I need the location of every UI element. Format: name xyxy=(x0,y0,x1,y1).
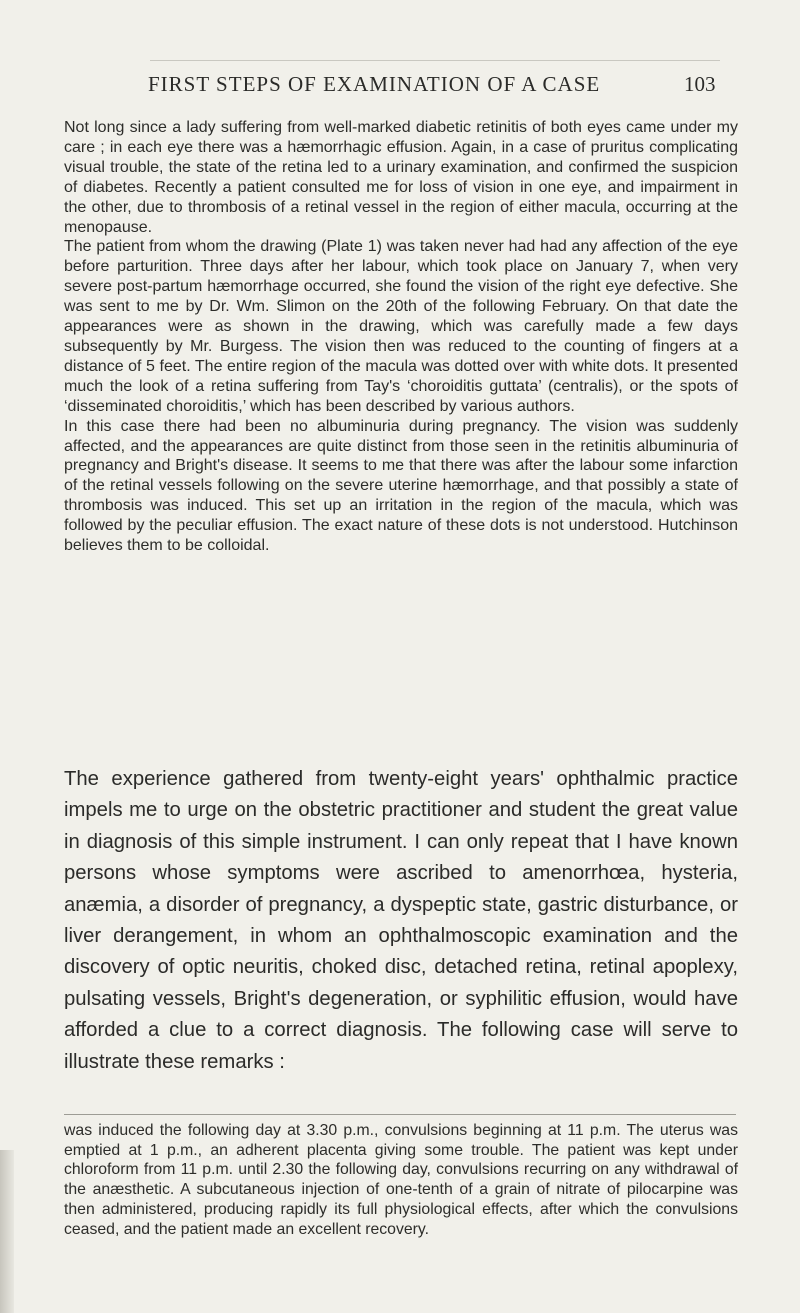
body-paragraph: The patient from whom the drawing (Plate 1) was taken never had had any affection of the eye before parturition. Three days after her labour, which took place on January 7, when very severe post-partum hæmorrhage occurred, she found the vision of the right eye defective. She was sent to me by Dr. Wm. Slimon on the 20th of the following February. On that date the appearances were as shown in the drawing, which was carefully made a few days subsequently by Mr. Burgess. The vision then was reduced to the counting of fingers at a distance of 5 feet. The entire region of the macula was dotted over with white dots. It presented much the look of a retina suffering from Tay's ‘choroiditis guttata’ (centralis), or the spots of ‘disseminated choroiditis,’ which has been described by various authors. xyxy=(64,238,738,415)
continuation-text xyxy=(64,1121,738,1239)
continuation-paragraph: was induced the following day at 3.30 p.m., convulsions beginning at 11 p.m. The uterus was emptied at 1 p.m., an adherent placenta giving some trouble. The patient was kept under chloroform from 11 p.m. until 2.30 the following day, convulsions recurring on any withdrawal of the anæsthetic. A subcutaneous injection of one-tenth of a grain of nitrate of pilocarpine was then administered, producing rapidly its full physiological effects, after which the convulsions ceased, and the patient made an excellent recovery. xyxy=(64,1122,738,1238)
section-divider xyxy=(64,1114,736,1115)
page-number: 103 xyxy=(684,72,716,96)
page-binding-edge xyxy=(0,1150,14,1313)
inserted-passage xyxy=(64,764,738,1078)
body-paragraph: Not long since a lady suffering from well-marked diabetic retinitis of both eyes came under my care ; in each eye there was a hæmorrhagic effusion. Again, in a case of pruritus complicating visual trouble, the state of the retina led to a urinary examination, and confirmed the suspicion of diabetes. Recently a patient consulted me for loss of vision in one eye, and impairment in the other, due to thrombosis of a retinal vessel in the region of either macula, occurring at the menopause. xyxy=(64,119,738,236)
main-body-text xyxy=(64,118,738,556)
inserted-paragraph: The experience gathered from twenty-eight years' ophthalmic practice impels me to urge on the obstetric practitioner and student the great value in diagnosis of this simple instrument. I can only repeat that I have known persons whose symptoms were ascribed to amenorrhœa, hysteria, anæmia, a disorder of pregnancy, a dyspeptic state, gastric disturbance, or liver derangement, in whom an ophthalmoscopic examination and the discovery of optic neuritis, choked disc, detached retina, retinal apoplexy, pulsating vessels, Bright's degeneration, or syphilitic effusion, would have afforded a clue to a correct diagnosis. The following case will serve to illustrate these remarks : xyxy=(64,768,738,1073)
running-title: FIRST STEPS OF EXAMINATION OF A CASE xyxy=(148,72,601,96)
header-rule xyxy=(150,60,720,61)
body-paragraph: In this case there had been no albuminuria during pregnancy. The vision was suddenly affected, and the appearances are quite distinct from those seen in the retinitis albuminuria of pregnancy and Bright's disease. It seems to me that there was after the labour some infarction of the retinal vessels following on the severe uterine hæmorrhage, and that possibly a state of thrombosis was induced. This set up an irritation in the region of the macula, which was followed by the peculiar effusion. The exact nature of these dots is not understood. Hutchinson believes them to be colloidal. xyxy=(64,417,738,555)
